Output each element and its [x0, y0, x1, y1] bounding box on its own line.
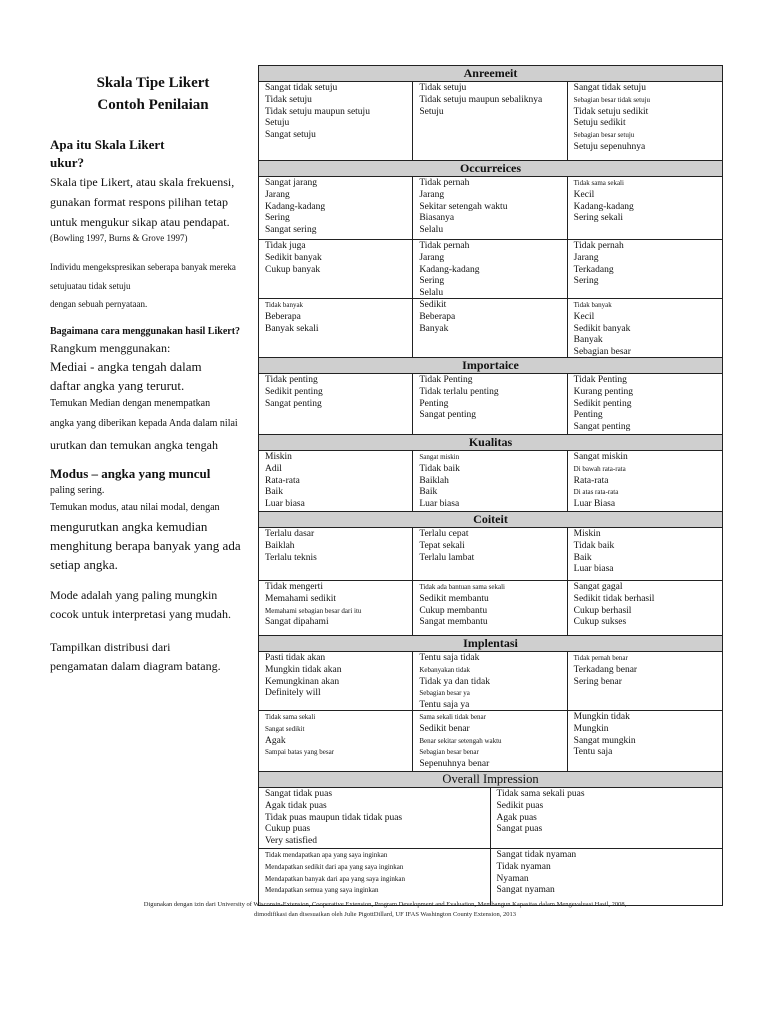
scale-option: Banyak sekali	[265, 323, 319, 334]
scale-cell	[568, 711, 722, 771]
text-line: pengamatan dalam diagram batang.	[50, 659, 221, 673]
scale-option: Tidak pernah benar	[573, 654, 628, 662]
scale-option: Cukup membantu	[419, 605, 488, 616]
scale-option: Sedikit puas	[496, 800, 544, 811]
scale-option: Baik	[573, 552, 592, 563]
scale-cell	[568, 451, 722, 511]
scale-option: Miskin	[265, 452, 292, 462]
scale-option: Tidak banyak	[573, 301, 612, 309]
scale-option: Tidak setuju maupun sebaliknya	[419, 94, 543, 105]
scale-option: Sepenuhnya benar	[419, 759, 490, 770]
table-row	[259, 82, 722, 161]
scale-option: Sangat setuju	[265, 130, 316, 141]
scale-cell	[568, 240, 722, 298]
scale-option: Luar biasa	[265, 499, 305, 510]
scale-option: Sama sekali tidak benar	[419, 713, 486, 721]
scale-option: Di atas rata-rata	[573, 488, 619, 497]
section-header: Coiteit	[259, 512, 722, 528]
section-header: Anreemeit	[259, 66, 722, 82]
scale-option: Kemungkinan akan	[265, 676, 340, 687]
scale-option: Definitely will	[265, 688, 321, 699]
scale-option: Tidak pernah	[573, 241, 624, 251]
scale-cell	[413, 374, 567, 434]
scale-cell	[259, 652, 413, 710]
scale-option: Sangat miskin	[419, 453, 460, 461]
scale-cell	[568, 528, 722, 580]
question-line: Apa itu Skala Likert	[50, 137, 165, 152]
footer-line-2: dimodifikasi dan disesuaikan oleh Julie PigottDillard, UF IFAS Washington County Extension, 2013	[254, 911, 516, 918]
scale-option: Tidak sama sekali	[265, 713, 316, 721]
section-header: Implentasi	[259, 636, 722, 652]
scale-option: Sangat nyaman	[496, 885, 555, 896]
scale-option: Mendapatkan semua yang saya inginkan	[265, 886, 379, 895]
title-line-1: Skala Tipe Likert	[96, 75, 210, 91]
reference: (Bowling 1997, Burns & Grove 1997)	[50, 233, 188, 243]
scale-option: Beberapa	[265, 311, 301, 322]
scale-option: Tidak setuju	[419, 83, 467, 93]
scale-option: Mungkin tidak	[573, 712, 630, 722]
scale-option: Sangat mungkin	[573, 735, 636, 746]
text-line: Mediai - angka tengah dalam	[50, 359, 202, 374]
scale-option: Sering benar	[573, 676, 622, 687]
scale-option: Mungkin	[573, 723, 609, 734]
scale-option: Sangat jarang	[265, 178, 317, 188]
scale-option: Banyak	[419, 323, 449, 334]
scale-cell	[259, 82, 413, 160]
scale-cell	[413, 240, 567, 298]
scale-option: Sedikit banyak	[573, 323, 631, 334]
scale-option: Terlalu teknis	[265, 552, 317, 563]
scale-option: Tidak sama sekali puas	[496, 789, 585, 799]
scale-option: Sangat penting	[573, 422, 631, 433]
mode-count-paragraph	[50, 517, 256, 574]
scale-option: Kurang penting	[573, 386, 634, 397]
scale-cell	[491, 788, 723, 848]
definition-paragraph	[50, 172, 256, 232]
scale-option: Jarang	[573, 252, 599, 263]
scale-option: Terkadang	[573, 264, 614, 275]
scale-cell	[259, 451, 413, 511]
section-header: Kualitas	[259, 435, 722, 451]
scale-option: Tentu saja	[573, 747, 613, 758]
scale-option: Memahami sebagian besar dari itu	[265, 606, 362, 615]
scale-option: Kecil	[573, 311, 595, 322]
median-paragraph	[50, 357, 256, 395]
scale-option: Sering	[573, 276, 599, 287]
table-row	[259, 849, 722, 905]
scale-option: Kadang-kadang	[265, 201, 326, 212]
scale-option: Sering	[419, 276, 445, 287]
scale-option: Sangat penting	[265, 398, 322, 409]
scale-option: Tidak Penting	[573, 375, 627, 385]
scale-option: Sebagian besar benar	[419, 748, 479, 757]
median-find-paragraph	[50, 395, 256, 435]
scale-option: Cukup banyak	[265, 264, 321, 275]
scale-option: Setuju sedikit	[573, 118, 626, 129]
scale-option: Tidak pernah	[419, 178, 470, 188]
scale-cell	[259, 299, 413, 357]
text-line: untuk mengukur sikap atau pendapat.	[50, 215, 230, 229]
scale-cell	[259, 788, 491, 848]
scale-option: Luar biasa	[573, 564, 614, 575]
text-line: gunakan format respons pilihan tetap	[50, 195, 228, 209]
scale-option: Sangat sedikit	[265, 724, 305, 733]
scale-cell	[568, 652, 722, 710]
scale-option: Penting	[419, 398, 449, 409]
scale-option: Sekitar setengah waktu	[419, 201, 508, 212]
scale-cell	[413, 652, 567, 710]
scale-option: Baik	[419, 487, 438, 498]
scale-option: Sangat dipahami	[265, 617, 329, 628]
scale-option: Cukup berhasil	[573, 605, 632, 616]
scale-cell	[413, 299, 567, 357]
scale-option: Tidak nyaman	[496, 861, 551, 872]
table-row	[259, 581, 722, 636]
scale-option: Tidak Penting	[419, 375, 473, 385]
scale-option: Sangat gagal	[573, 582, 623, 592]
scale-option: Tidak setuju	[265, 94, 312, 105]
section-header: Overall Impression	[259, 772, 722, 788]
text-line: Skala tipe Likert, atau skala frekuensi,	[50, 175, 235, 189]
scale-option: Nyaman	[496, 873, 529, 884]
text-line: Tampilkan distribusi dari	[50, 640, 171, 654]
left-column	[50, 72, 256, 676]
scale-cell	[413, 581, 567, 635]
scale-cell	[413, 451, 567, 511]
text-line: Temukan modus, atau nilai modal, dengan	[50, 502, 220, 513]
scale-option: Cukup sukses	[573, 617, 627, 628]
scale-option: Sangat membantu	[419, 617, 488, 628]
table-row	[259, 528, 722, 581]
scale-option: Tidak mendapatkan apa yang saya inginkan	[265, 851, 388, 859]
scale-option: Sedikit penting	[573, 398, 632, 409]
scale-option: Rata-rata	[573, 475, 609, 486]
text-line: cocok untuk interpretasi yang mudah.	[50, 607, 231, 621]
scale-option: Mungkin tidak akan	[265, 664, 342, 675]
scale-option: Baiklah	[265, 540, 295, 551]
scale-option: Miskin	[573, 529, 601, 539]
scale-option: Very satisfied	[265, 836, 317, 847]
scale-option: Sangat tidak nyaman	[496, 850, 577, 860]
scale-option: Tidak pernah	[419, 241, 470, 251]
scale-option: Tidak puas maupun tidak tidak puas	[265, 812, 403, 823]
table-row	[259, 299, 722, 358]
scale-option: Mendapatkan sedikit dari apa yang saya inginkan	[265, 862, 404, 871]
table-row	[259, 177, 722, 240]
scale-option: Tidak baik	[419, 463, 460, 474]
scale-option: Kadang-kadang	[419, 264, 480, 275]
scale-cell	[568, 177, 722, 239]
scale-option: Tidak juga	[265, 241, 306, 251]
scale-option: Setuju	[265, 118, 290, 129]
scale-option: Terlalu lambat	[419, 552, 475, 563]
table-row	[259, 240, 722, 299]
scale-option: Selalu	[419, 225, 444, 236]
scale-option: Kecil	[573, 189, 595, 200]
scale-option: Tidak ada bantuan sama sekali	[419, 583, 505, 591]
scale-option: Sebagian besar	[573, 347, 631, 357]
title-line-2: Contoh Penilaian	[97, 97, 209, 113]
scale-option: Luar biasa	[419, 499, 460, 510]
table-row	[259, 451, 722, 512]
scale-option: Sedikit membantu	[419, 593, 489, 604]
scale-option: Tentu saja tidak	[419, 653, 480, 663]
scale-option: Kebanyakan tidak	[419, 665, 471, 674]
scale-option: Rata-rata	[265, 475, 300, 486]
text-line: angka yang diberikan kepada Anda dalam nilai	[50, 418, 238, 429]
text-line: setujuatau tidak setuju	[50, 281, 131, 291]
scale-option: Cukup puas	[265, 824, 311, 835]
scale-option: Sedikit benar	[419, 723, 470, 734]
scale-option: Terkadang benar	[573, 664, 638, 675]
question-line: ukur?	[50, 155, 84, 170]
scale-cell	[568, 82, 722, 160]
scale-option: Adil	[265, 463, 282, 474]
footer-line-1: Digunakan dengan izin dari University of Wisconsin-Extension, Cooperative Extension, Program Development and Evaluation, Membangun Kapasitas dalam Mengevaluasi Hasil, 2008,	[143, 901, 627, 908]
scale-option: Sedikit banyak	[265, 252, 322, 263]
scale-cell	[259, 711, 413, 771]
text-line: Temukan Median dengan menempatkan	[50, 398, 211, 409]
median-sort-line: urutkan dan temukan angka tengah	[50, 438, 218, 452]
text-line: paling sering.	[50, 485, 105, 496]
scale-option: Sangat tidak puas	[265, 789, 333, 799]
scale-option: Pasti tidak akan	[265, 653, 326, 663]
scale-option: Mendapatkan banyak dari apa yang saya inginkan	[265, 874, 405, 883]
scale-option: Agak tidak puas	[265, 800, 327, 811]
text-line: setiap angka.	[50, 557, 118, 572]
distribution-paragraph	[50, 638, 256, 676]
scale-option: Tepat sekali	[419, 540, 465, 551]
scale-option: Setuju	[419, 106, 444, 117]
question-how-to-use: Bagaimana cara menggunakan hasil Likert?	[50, 326, 241, 337]
scale-option: Selalu	[419, 288, 444, 298]
text-line: menghitung berapa banyak yang ada	[50, 538, 241, 553]
scale-option: Di bawah rata-rata	[573, 464, 626, 473]
scale-option: Tidak setuju maupun setuju	[265, 106, 370, 117]
text-line: daftar angka yang terurut.	[50, 378, 185, 393]
scale-cell	[413, 177, 567, 239]
scale-option: Sedikit tidak berhasil	[573, 593, 655, 604]
scale-option: Sebagian besar setuju	[573, 131, 635, 140]
scale-option: Tidak sama sekali	[573, 179, 624, 187]
table-row	[259, 374, 722, 435]
summarize-line: Rangkum menggunakan:	[50, 341, 171, 355]
scale-option: Sangat sering	[265, 225, 317, 236]
text-line: Mode adalah yang paling mungkin	[50, 588, 218, 602]
scale-cell	[413, 528, 567, 580]
section-header: Importaice	[259, 358, 722, 374]
scale-option: Sangat penting	[419, 410, 477, 421]
scale-option: Beberapa	[419, 311, 456, 322]
scale-option: Sangat tidak setuju	[573, 83, 646, 93]
scale-option: Luar Biasa	[573, 499, 616, 510]
scale-option: Jarang	[419, 189, 445, 200]
scale-option: Sebagian besar tidak setuju	[573, 95, 651, 104]
scale-cell	[259, 581, 413, 635]
scale-cell	[568, 581, 722, 635]
scale-cell	[259, 849, 491, 905]
scale-cell	[413, 711, 567, 771]
mode-paragraph	[50, 483, 256, 517]
scale-option: Jarang	[419, 252, 445, 263]
question-what-is-likert	[50, 136, 256, 172]
scale-option: Kadang-kadang	[573, 201, 634, 212]
scale-option: Banyak	[573, 335, 603, 346]
scale-option: Memahami sedikit	[265, 593, 336, 604]
table-row	[259, 652, 722, 711]
scale-option: Penting	[573, 410, 603, 421]
scale-option: Agak	[265, 735, 286, 746]
text-line: Individu mengekspresikan seberapa banyak mereka	[50, 262, 236, 272]
scale-option: Sangat tidak setuju	[265, 83, 338, 93]
scale-cell	[259, 177, 413, 239]
scale-option: Tidak terlalu penting	[419, 386, 499, 397]
scale-cell	[259, 240, 413, 298]
scale-option: Sedikit	[419, 300, 447, 310]
scale-option: Tidak banyak	[265, 301, 304, 309]
mode-interpret-paragraph	[50, 586, 256, 624]
text-line: mengurutkan angka kemudian	[50, 519, 208, 534]
scale-option: Tidak baik	[573, 540, 615, 551]
scale-option: Tidak penting	[265, 375, 318, 385]
scale-option: Sangat puas	[496, 824, 543, 835]
likert-scale-table	[258, 65, 723, 906]
scale-option: Baik	[265, 487, 283, 498]
scale-cell	[568, 374, 722, 434]
scale-option: Tentu saja ya	[419, 700, 470, 710]
scale-cell	[491, 849, 723, 905]
scale-option: Sampai batas yang besar	[265, 748, 335, 757]
scale-cell	[413, 82, 567, 160]
scale-option: Tidak setuju sedikit	[573, 106, 649, 117]
scale-cell	[259, 528, 413, 580]
scale-option: Setuju sepenuhnya	[573, 141, 646, 152]
individual-paragraph	[50, 257, 256, 313]
scale-option: Jarang	[265, 189, 290, 200]
scale-option: Biasanya	[419, 213, 455, 224]
scale-cell	[259, 374, 413, 434]
table-row	[259, 788, 722, 849]
footer-credit	[90, 900, 680, 920]
section-header: Occurreices	[259, 161, 722, 177]
scale-option: Sebagian besar ya	[419, 689, 470, 698]
scale-option: Sering sekali	[573, 213, 623, 224]
scale-option: Tidak ya dan tidak	[419, 676, 490, 687]
scale-option: Agak puas	[496, 812, 537, 823]
table-row	[259, 711, 722, 772]
scale-option: Benar sekitar setengah waktu	[419, 736, 502, 745]
text-line: dengan sebuah pernyataan.	[50, 299, 148, 309]
scale-option: Sering	[265, 213, 290, 224]
scale-option: Terlalu dasar	[265, 529, 315, 539]
scale-option: Tidak mengerti	[265, 582, 323, 592]
question-mode: Modus – angka yang muncul	[50, 466, 211, 481]
page-title	[50, 72, 256, 116]
scale-option: Terlalu cepat	[419, 529, 469, 539]
scale-cell	[568, 299, 722, 357]
scale-option: Sangat miskin	[573, 452, 628, 462]
scale-option: Baiklah	[419, 475, 449, 486]
scale-option: Sedikit penting	[265, 386, 323, 397]
